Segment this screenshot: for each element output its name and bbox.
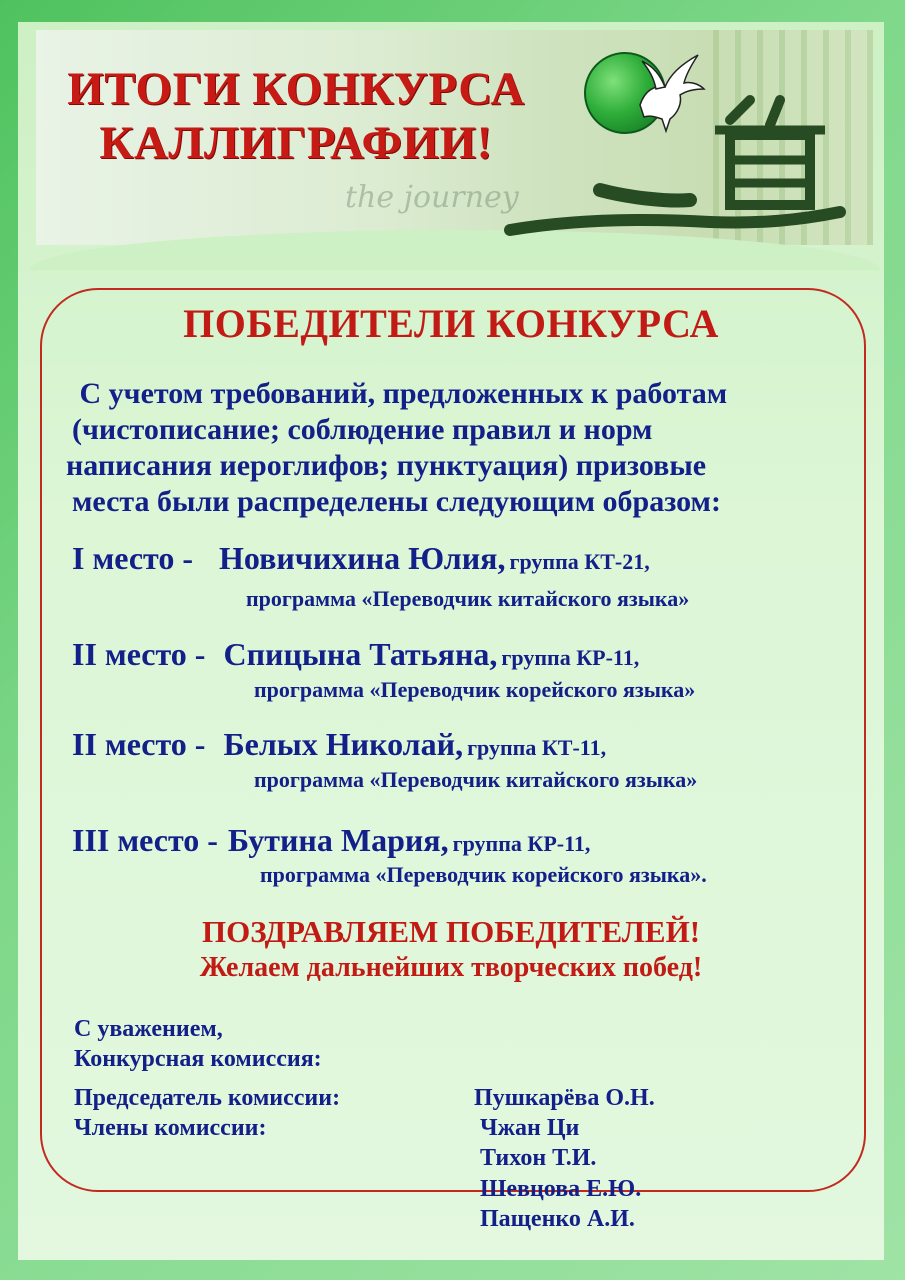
winner-1 <box>72 540 650 577</box>
winner-name: Белых Николай, <box>223 726 464 762</box>
intro-line: написания иероглифов; пунктуация) призовые <box>66 449 707 482</box>
winner-program: программа «Переводчик китайского языка» <box>246 586 690 611</box>
winners-heading: ПОБЕДИТЕЛИ КОНКУРСА <box>183 301 719 346</box>
intro-line: места были распределены следующим образом: <box>72 485 721 518</box>
title-line-1: ИТОГИ КОНКУРСА <box>67 63 525 115</box>
regards-text: С уважением, <box>74 1016 223 1042</box>
member-name: Пащенко А.И. <box>480 1206 635 1232</box>
winner-name: Спицына Татьяна, <box>223 636 498 672</box>
winner-place: I место - <box>72 540 193 576</box>
winner-group: группа КТ-21, <box>509 549 650 574</box>
intro-line: (чистописание; соблюдение правил и норм <box>72 413 653 446</box>
banner-watermark: the journey <box>345 180 519 215</box>
congrats-heading: ПОЗДРАВЛЯЕМ ПОБЕДИТЕЛЕЙ! <box>201 914 701 949</box>
calligraphy-hieroglyph-icon <box>480 80 860 250</box>
chair-label: Председатель комиссии: <box>74 1085 341 1111</box>
intro-line: С учетом требований, предложенных к работам <box>72 377 728 410</box>
title-line-2: КАЛЛИГРАФИИ! <box>99 117 493 169</box>
winner-4 <box>72 822 590 859</box>
winner-2 <box>72 636 639 673</box>
winner-group: группа КТ-11, <box>467 735 607 760</box>
winner-place: III место - <box>72 822 218 858</box>
winner-group: группа КР-11, <box>501 645 640 670</box>
winner-name: Бутина Мария, <box>227 822 449 858</box>
members-label: Члены комиссии: <box>74 1115 267 1141</box>
winner-3 <box>72 726 606 763</box>
intro-paragraph <box>66 376 836 520</box>
winner-group: группа КР-11, <box>452 831 591 856</box>
winner-name: Новичихина Юлия, <box>219 540 506 576</box>
winner-program: программа «Переводчик корейского языка». <box>260 862 707 887</box>
committee-label: Конкурсная комиссия: <box>74 1046 322 1072</box>
winner-place: II место - <box>72 726 206 762</box>
member-name: Тихон Т.И. <box>480 1145 597 1171</box>
member-name: Чжан Ци <box>480 1115 580 1141</box>
page-title <box>36 62 556 170</box>
chair-name: Пушкарёва О.Н. <box>474 1085 655 1111</box>
winner-program: программа «Переводчик китайского языка» <box>254 767 698 792</box>
winner-program: программа «Переводчик корейского языка» <box>254 677 696 702</box>
winner-place: II место - <box>72 636 206 672</box>
member-name: Шевцова Е.Ю. <box>480 1176 642 1202</box>
congrats-wish: Желаем дальнейших творческих побед! <box>199 952 703 983</box>
